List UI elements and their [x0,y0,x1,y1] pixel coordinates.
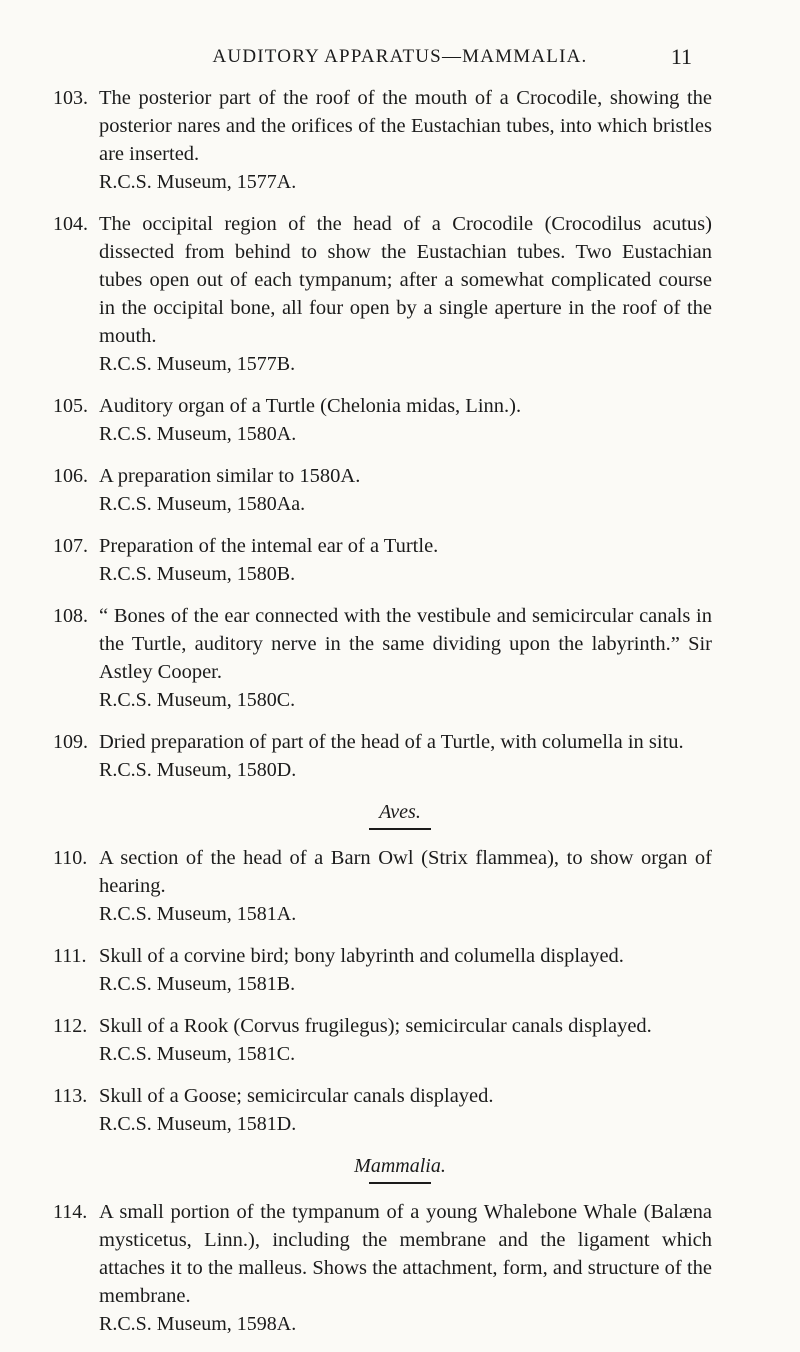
catalogue-entries [0,84,800,1352]
catalogue-entry [0,602,800,714]
catalogue-entry [0,1082,800,1138]
entry-number: 113. [53,1085,88,1107]
entry-number: 109. [53,731,88,753]
running-title: AUDITORY APPARATUS—MAMMALIA. [212,46,588,67]
entry-museum-reference: R.C.S. Museum, 1580C. [99,689,296,711]
catalogue-entry [0,210,800,378]
entry-museum-reference: R.C.S. Museum, 1581B. [99,973,296,995]
catalogue-entry [0,942,800,998]
entry-museum-reference: R.C.S. Museum, 1577A. [99,171,297,193]
entry-description: “ Bones of the ear connected with the vestibule and semicircular canals in the Turtle, auditory nerve in the same dividing upon the labyrinth.” Sir Astley Cooper. [99,605,712,683]
entry-number: 108. [53,605,88,627]
entry-museum-reference: R.C.S. Museum, 1580Aa. [99,493,306,515]
entry-description: The occipital region of the head of a Crocodile (Crocodilus acutus) dissected from behind to show the Eustachian tubes. Two Eustachian tubes open out of each tympanum; after a somewhat complicated course in the occipital bone, all four open by a single aperture in the roof of the mouth. [99,213,712,347]
catalogue-entry [0,728,800,784]
entry-museum-reference: R.C.S. Museum, 1581A. [99,903,297,925]
entry-number: 111. [53,945,87,967]
entry-group-reptiles [0,84,800,784]
catalogue-entry [0,1198,800,1338]
entry-number: 110. [53,847,88,869]
entry-museum-reference: R.C.S. Museum, 1581C. [99,1043,296,1065]
entry-group-aves [0,844,800,1138]
entry-description: Skull of a Rook (Corvus frugilegus); semicircular canals displayed. [99,1015,652,1037]
running-header [0,46,800,76]
entry-number: 106. [53,465,88,487]
entry-number: 112. [53,1015,88,1037]
catalogue-entry [0,532,800,588]
entry-number: 107. [53,535,88,557]
entry-number: 105. [53,395,88,417]
entry-museum-reference: R.C.S. Museum, 1577B. [99,353,296,375]
catalogue-entry [0,462,800,518]
section-rule [369,828,431,830]
entry-description: Skull of a corvine bird; bony labyrinth and columella displayed. [99,945,624,967]
catalogue-entry [0,844,800,928]
section-heading-mammalia: Mammalia. [354,1155,446,1177]
section-rule [369,1182,431,1184]
entry-number: 104. [53,213,88,235]
entry-number: 114. [53,1201,88,1223]
catalogue-entry [0,84,800,196]
entry-description: Auditory organ of a Turtle (Chelonia midas, Linn.). [99,395,522,417]
page-number: 11 [670,44,692,69]
entry-description: A preparation similar to 1580A. [99,465,361,487]
catalogue-entry [0,392,800,448]
entry-description: Dried preparation of part of the head of a Turtle, with columella in situ. [99,731,684,753]
entry-museum-reference: R.C.S. Museum, 1598A. [99,1313,297,1335]
entry-museum-reference: R.C.S. Museum, 1580D. [99,759,297,781]
entry-description: Preparation of the intemal ear of a Turtle. [99,535,439,557]
section-heading-aves: Aves. [379,801,421,823]
entry-museum-reference: R.C.S. Museum, 1580A. [99,423,297,445]
entry-group-mammalia [0,1198,800,1338]
entry-museum-reference: R.C.S. Museum, 1581D. [99,1113,297,1135]
catalogue-entry [0,1012,800,1068]
entry-description: The posterior part of the roof of the mouth of a Crocodile, showing the posterior nares and the orifices of the Eustachian tubes, into which bristles are inserted. [99,87,712,165]
entry-description: A section of the head of a Barn Owl (Strix flammea), to show organ of hearing. [99,847,712,897]
entry-museum-reference: R.C.S. Museum, 1580B. [99,563,296,585]
entry-number: 103. [53,87,88,109]
entry-description: Skull of a Goose; semicircular canals displayed. [99,1085,494,1107]
entry-description: A small portion of the tympanum of a young Whalebone Whale (Balæna mysticetus, Linn.), including the membrane and the ligament which attaches it to the malleus. Shows the attachment, form, and structure of the membrane. [99,1201,712,1307]
